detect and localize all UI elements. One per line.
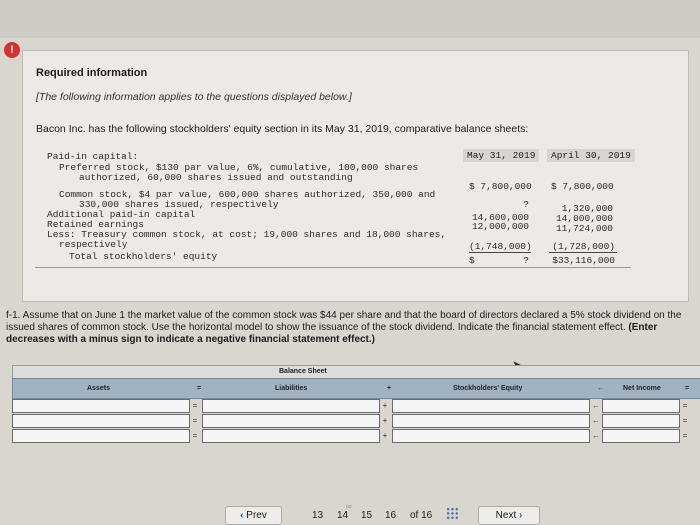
equals-sign: = — [197, 385, 202, 392]
pagination-bar — [0, 500, 700, 525]
equity-line: Additional paid-in capital — [47, 209, 196, 220]
table-bottom-rule — [35, 267, 631, 268]
equity-line: 330,000 shares issued, respectively — [79, 199, 279, 210]
worksheet-header-columns — [12, 378, 700, 399]
page-link[interactable]: 16 — [385, 510, 397, 521]
equity-header: Stockholders' Equity — [453, 385, 523, 392]
equity-value-apr: $ 7,800,000 — [551, 181, 614, 192]
question-instruction: (Enter decreases with a minus sign to indicate a negative financial statement effect.) — [6, 322, 658, 345]
equity-line: Retained earnings — [47, 219, 144, 230]
plus-sign: + — [387, 385, 392, 392]
equity-line: respectively — [59, 239, 128, 250]
equity-input[interactable] — [392, 414, 590, 428]
assets-header: Assets — [87, 385, 110, 392]
equity-line: Paid-in capital: — [47, 151, 139, 162]
equity-total-dollar: $ — [469, 255, 475, 266]
liabilities-header: Liabilities — [275, 385, 308, 392]
equity-value-may: (1,748,000) — [469, 241, 532, 252]
equals-sign: = — [685, 385, 690, 392]
left-arrow-icon: ← — [597, 385, 604, 392]
equity-value-apr: 14,000,000 — [555, 213, 613, 224]
grid-icon[interactable] — [446, 507, 459, 520]
required-information-card — [22, 50, 689, 302]
equity-line: Common stock, $4 par value, 600,000 shares authorized, 350,000 and — [59, 189, 436, 200]
equals-sign: = — [682, 416, 688, 425]
equity-input[interactable] — [392, 399, 590, 413]
equals-sign: = — [682, 431, 688, 440]
required-title: Required information — [36, 67, 148, 79]
chevron-right-icon: › — [519, 510, 523, 521]
equity-value-apr: 11,724,000 — [555, 223, 613, 234]
liabilities-input[interactable] — [202, 414, 380, 428]
prev-label: Prev — [246, 510, 267, 521]
left-arrow-icon: ← — [592, 401, 600, 410]
question-text — [6, 310, 694, 346]
equity-value-may: $ 7,800,000 — [469, 181, 532, 192]
equity-input[interactable] — [392, 429, 590, 443]
equity-line: Preferred stock, $130 par value, 6%, cumulative, 100,000 shares — [59, 162, 419, 173]
plus-sign: + — [382, 416, 388, 425]
left-arrow-icon: ← — [592, 431, 600, 440]
liabilities-input[interactable] — [202, 429, 380, 443]
prev-button[interactable] — [225, 506, 282, 525]
equity-total-may: ? — [523, 255, 529, 266]
chevron-left-icon: ‹ — [240, 510, 244, 521]
worksheet-header-top — [12, 365, 700, 379]
left-arrow-icon: ← — [592, 416, 600, 425]
equity-line: authorized, 60,000 shares issued and outstanding — [79, 172, 353, 183]
total-rule-apr — [549, 252, 617, 253]
question-body: f-1. Assume that on June 1 the market value of the common stock was $44 per share and that the board of directors declared a 5% stock dividend on the issued shares of common stock. Use the horizontal model to show the issuance of the stock dividend. Indicate the financial statement effect. — [6, 310, 682, 333]
col-header-april: April 30, 2019 — [547, 149, 635, 162]
liabilities-input[interactable] — [202, 399, 380, 413]
net-income-input[interactable] — [602, 429, 680, 443]
equity-total-label: Total stockholders' equity — [69, 251, 218, 262]
equals-sign: = — [192, 401, 198, 410]
equity-value-apr: 1,320,000 — [561, 203, 613, 214]
plus-sign: + — [382, 401, 388, 410]
current-page-marker: ∞ — [346, 502, 352, 511]
assets-input[interactable] — [12, 429, 190, 443]
equity-value-apr: (1,728,000) — [552, 241, 615, 252]
equity-total-apr: $33,116,000 — [552, 255, 615, 266]
page-link[interactable]: 15 — [361, 510, 373, 521]
horizontal-model-worksheet — [12, 365, 700, 445]
assets-input[interactable] — [12, 399, 190, 413]
assets-input[interactable] — [12, 414, 190, 428]
equity-value-may: 12,000,000 — [471, 221, 529, 232]
total-rule-may — [469, 252, 531, 253]
page-link[interactable]: 13 — [312, 510, 324, 521]
col-header-may: May 31, 2019 — [463, 149, 539, 162]
page-link[interactable]: 14 — [337, 510, 349, 521]
top-strip — [0, 0, 700, 38]
equals-sign: = — [192, 416, 198, 425]
page-total: of 16 — [410, 510, 433, 521]
plus-sign: + — [382, 431, 388, 440]
intro-text: Bacon Inc. has the following stockholders' equity section in its May 31, 2019, comparative balance sheets: — [36, 123, 529, 135]
equity-value-may: 14,600,000 — [471, 212, 529, 223]
equity-line: Less: Treasury common stock, at cost; 19,000 shares and 18,000 shares, — [47, 229, 447, 240]
equals-sign: = — [682, 401, 688, 410]
next-label: Next — [495, 510, 517, 521]
required-note: [The following information applies to the questions displayed below.] — [36, 91, 352, 103]
next-button[interactable] — [478, 506, 540, 525]
net-income-input[interactable] — [602, 399, 680, 413]
equity-value-may: ? — [523, 199, 529, 210]
equals-sign: = — [192, 431, 198, 440]
alert-icon: ! — [4, 42, 20, 58]
net-income-header: Net Income — [623, 385, 661, 392]
balance-sheet-label: Balance Sheet — [279, 368, 327, 375]
net-income-input[interactable] — [602, 414, 680, 428]
